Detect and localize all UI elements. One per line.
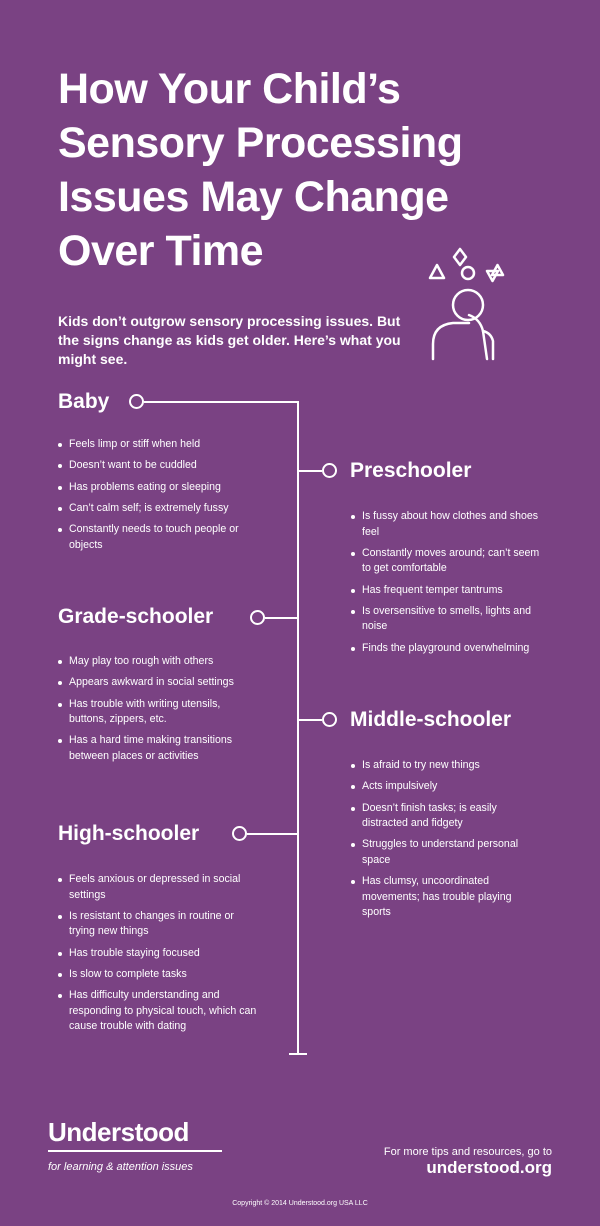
list-item: Has difficulty understanding and responding to physical touch, which can cause trouble with dating <box>58 988 258 1035</box>
child-thinking-shapes-icon <box>425 243 507 361</box>
list-item: Doesn’t finish tasks; is easily distracted and fidgety <box>351 801 541 832</box>
timeline-connector-middle-schooler <box>298 719 322 721</box>
timeline-node-grade-schooler <box>250 610 265 625</box>
timeline-node-baby <box>129 394 144 409</box>
list-item: Feels limp or stiff when held <box>58 437 258 453</box>
list-item: Finds the playground overwhelming <box>351 641 541 657</box>
timeline-node-high-schooler <box>232 826 247 841</box>
timeline-line <box>297 401 299 1055</box>
footer-note: For more tips and resources, go to <box>383 1146 552 1158</box>
list-item: Appears awkward in social settings <box>58 675 258 691</box>
sign-list-baby <box>58 437 258 559</box>
list-item: Has problems eating or sleeping <box>58 480 258 496</box>
list-item: Is slow to complete tasks <box>58 967 258 983</box>
stage-title-grade-schooler: Grade-schooler <box>58 605 214 628</box>
list-item: Is oversensitive to smells, lights and noise <box>351 604 541 635</box>
timeline-node-preschooler <box>322 463 337 478</box>
list-item: Acts impulsively <box>351 779 541 795</box>
title-line: Over Time <box>58 227 264 275</box>
understood-logo: Understood <box>48 1117 189 1147</box>
timeline-end-cap <box>289 1053 307 1055</box>
title-line: Issues May Change <box>58 173 449 221</box>
sign-list-high-schooler <box>58 872 258 1040</box>
list-item: Can’t calm self; is extremely fussy <box>58 501 258 517</box>
sign-list-preschooler <box>351 509 541 662</box>
sign-list-middle-schooler <box>351 758 541 926</box>
title-line: Sensory Processing <box>58 119 463 167</box>
list-item: Has clumsy, uncoordinated movements; has trouble playing sports <box>351 874 541 921</box>
timeline-connector-baby <box>144 401 298 403</box>
list-item: Doesn’t want to be cuddled <box>58 458 258 474</box>
stage-title-middle-schooler: Middle-schooler <box>350 708 512 731</box>
intro-text: Kids don’t outgrow sensory processing issues. But the signs change as kids get older. Here’s what you might see. <box>58 313 401 367</box>
sign-list-grade-schooler <box>58 654 258 770</box>
logo-tagline: for learning & attention issues <box>48 1161 193 1173</box>
list-item: Has trouble staying focused <box>58 946 258 962</box>
list-item: Constantly needs to touch people or objects <box>58 522 258 553</box>
list-item: Is fussy about how clothes and shoes feel <box>351 509 541 540</box>
list-item: Struggles to understand personal space <box>351 837 541 868</box>
list-item: Is resistant to changes in routine or trying new things <box>58 909 258 940</box>
list-item: Feels anxious or depressed in social settings <box>58 872 258 903</box>
timeline-connector-grade-schooler <box>265 617 298 619</box>
list-item: Has frequent temper tantrums <box>351 583 541 599</box>
list-item: May play too rough with others <box>58 654 258 670</box>
stage-title-preschooler: Preschooler <box>350 459 472 482</box>
timeline-connector-high-schooler <box>247 833 298 835</box>
list-item: Is afraid to try new things <box>351 758 541 774</box>
list-item: Constantly moves around; can’t seem to get comfortable <box>351 546 541 577</box>
logo-underline <box>48 1150 222 1152</box>
stage-title-high-schooler: High-schooler <box>58 822 200 845</box>
footer-url[interactable]: understood.org <box>426 1158 552 1177</box>
list-item: Has trouble with writing utensils, buttons, zippers, etc. <box>58 697 258 728</box>
stage-title-baby: Baby <box>58 390 110 413</box>
title-line: How Your Child’s <box>58 65 401 113</box>
timeline-connector-preschooler <box>298 470 322 472</box>
list-item: Has a hard time making transitions between places or activities <box>58 733 258 764</box>
copyright: Copyright © 2014 Understood.org USA LLC <box>232 1200 368 1207</box>
timeline-node-middle-schooler <box>322 712 337 727</box>
